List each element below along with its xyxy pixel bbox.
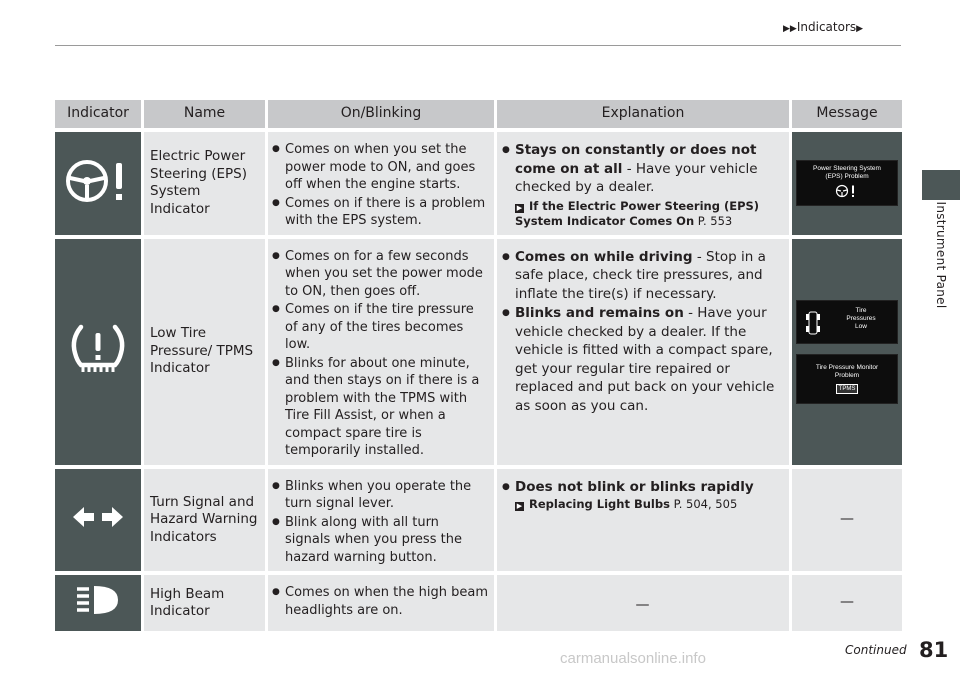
car-tires-icon: [806, 310, 820, 336]
list-item: ● Blinks for about one minute, and then stays on if there is a problem with the TPMS with Tire Fill Assist, or when a compact spare tire is temporarily installed.: [272, 355, 488, 460]
list-item: ● Stays on constantly or does not come on at all - Have your vehicle checked by a dealer.: [502, 141, 783, 197]
empty-dash: —: [840, 511, 854, 527]
section-title: Indicators: [796, 20, 857, 34]
on-blinking-cell: [265, 469, 494, 572]
indicator-name: Low Tire Pressure/ TPMS Indicator: [141, 239, 265, 465]
message-cell: [789, 575, 902, 631]
table-header-row: [55, 100, 902, 128]
turn-signal-arrows-icon: [72, 518, 124, 533]
list-item: ● Comes on when you set the power mode to ON, and goes off when the engine starts.: [272, 141, 488, 194]
list-item: ● Blink along with all turn signals when you press the hazard warning button.: [272, 514, 488, 567]
tpms-problem-message: Tire Pressure Monitor Problem TPMS: [796, 354, 898, 404]
message-display: Power Steering System (EPS) Problem: [796, 160, 898, 206]
eps-message-icon: [834, 184, 860, 198]
table-row: [55, 132, 902, 235]
list-item: ● Does not blink or blinks rapidly: [502, 478, 783, 497]
table-row: [55, 575, 902, 631]
eps-indicator-icon: [65, 195, 131, 210]
low-tire-pressure-icon: [67, 368, 129, 383]
indicator-cell: [55, 132, 141, 235]
running-header: [783, 20, 863, 34]
col-header-explanation: Explanation: [494, 100, 789, 128]
list-item: ● Blinks when you operate the turn signal lever.: [272, 478, 488, 513]
col-header-on-blinking: On/Blinking: [265, 100, 494, 128]
cross-reference-link[interactable]: ▶ Replacing Light Bulbs P. 504, 505: [516, 497, 738, 511]
on-blinking-cell: [265, 239, 494, 465]
continued-label: Continued: [845, 643, 907, 657]
high-beam-icon: [74, 606, 122, 621]
explanation-cell: [494, 469, 789, 572]
tire-pressure-message: Tire Pressures Low: [796, 300, 898, 344]
page-number: 81: [919, 638, 949, 662]
list-item: ● Comes on while driving - Stop in a safe place, check tire pressures, and inflate the tire(s) if necessary.: [502, 248, 783, 304]
indicator-cell: [55, 575, 141, 631]
list-item: ● Comes on if there is a problem with the EPS system.: [272, 195, 488, 230]
on-blinking-cell: [265, 132, 494, 235]
explanation-cell: [494, 239, 789, 465]
indicator-cell: [55, 469, 141, 572]
indicator-name: High Beam Indicator: [141, 575, 265, 631]
indicator-name: Turn Signal and Hazard Warning Indicators: [141, 469, 265, 572]
cross-reference-link[interactable]: ▶ If the Electric Power Steering (EPS) System Indicator Comes On P. 553: [515, 198, 760, 228]
list-item: ● Comes on if the tire pressure of any of the tires becomes low.: [272, 301, 488, 354]
table-row: [55, 469, 902, 572]
on-blinking-cell: [265, 575, 494, 631]
message-cell: [789, 469, 902, 572]
tpms-badge: TPMS: [836, 384, 859, 394]
message-cell: [789, 132, 902, 235]
explanation-cell: [494, 575, 789, 631]
col-header-name: Name: [141, 100, 265, 128]
indicator-name: Electric Power Steering (EPS) System Indicator: [141, 132, 265, 235]
indicator-cell: [55, 239, 141, 465]
list-item: ● Comes on for a few seconds when you set the power mode to ON, then goes off.: [272, 248, 488, 301]
list-item: ● Blinks and remains on - Have your vehicle checked by a dealer. If the vehicle is fitted with a compact spare, get your regular tire repaired or replaced and put back on your vehicle as soon as you can.: [502, 304, 783, 415]
explanation-cell: [494, 132, 789, 235]
empty-dash: —: [840, 594, 854, 611]
arrow-icon: ▶: [516, 502, 523, 510]
empty-dash: —: [635, 596, 650, 613]
watermark: carmanualsonline.info: [560, 650, 706, 667]
breadcrumb-arrows: ▶▶: [783, 24, 797, 34]
indicator-table: [55, 96, 902, 635]
col-header-indicator: Indicator: [55, 100, 141, 128]
message-cell: [789, 239, 902, 465]
header-rule: [55, 45, 901, 46]
chapter-tab: [922, 170, 960, 200]
chapter-label: Instrument Panel: [934, 201, 948, 309]
breadcrumb-arrow-after: ▶: [856, 24, 864, 34]
col-header-message: Message: [789, 100, 902, 128]
list-item: ● Comes on when the high beam headlights are on.: [272, 584, 488, 619]
table-row: [55, 239, 902, 465]
arrow-icon: ▶: [516, 203, 523, 212]
